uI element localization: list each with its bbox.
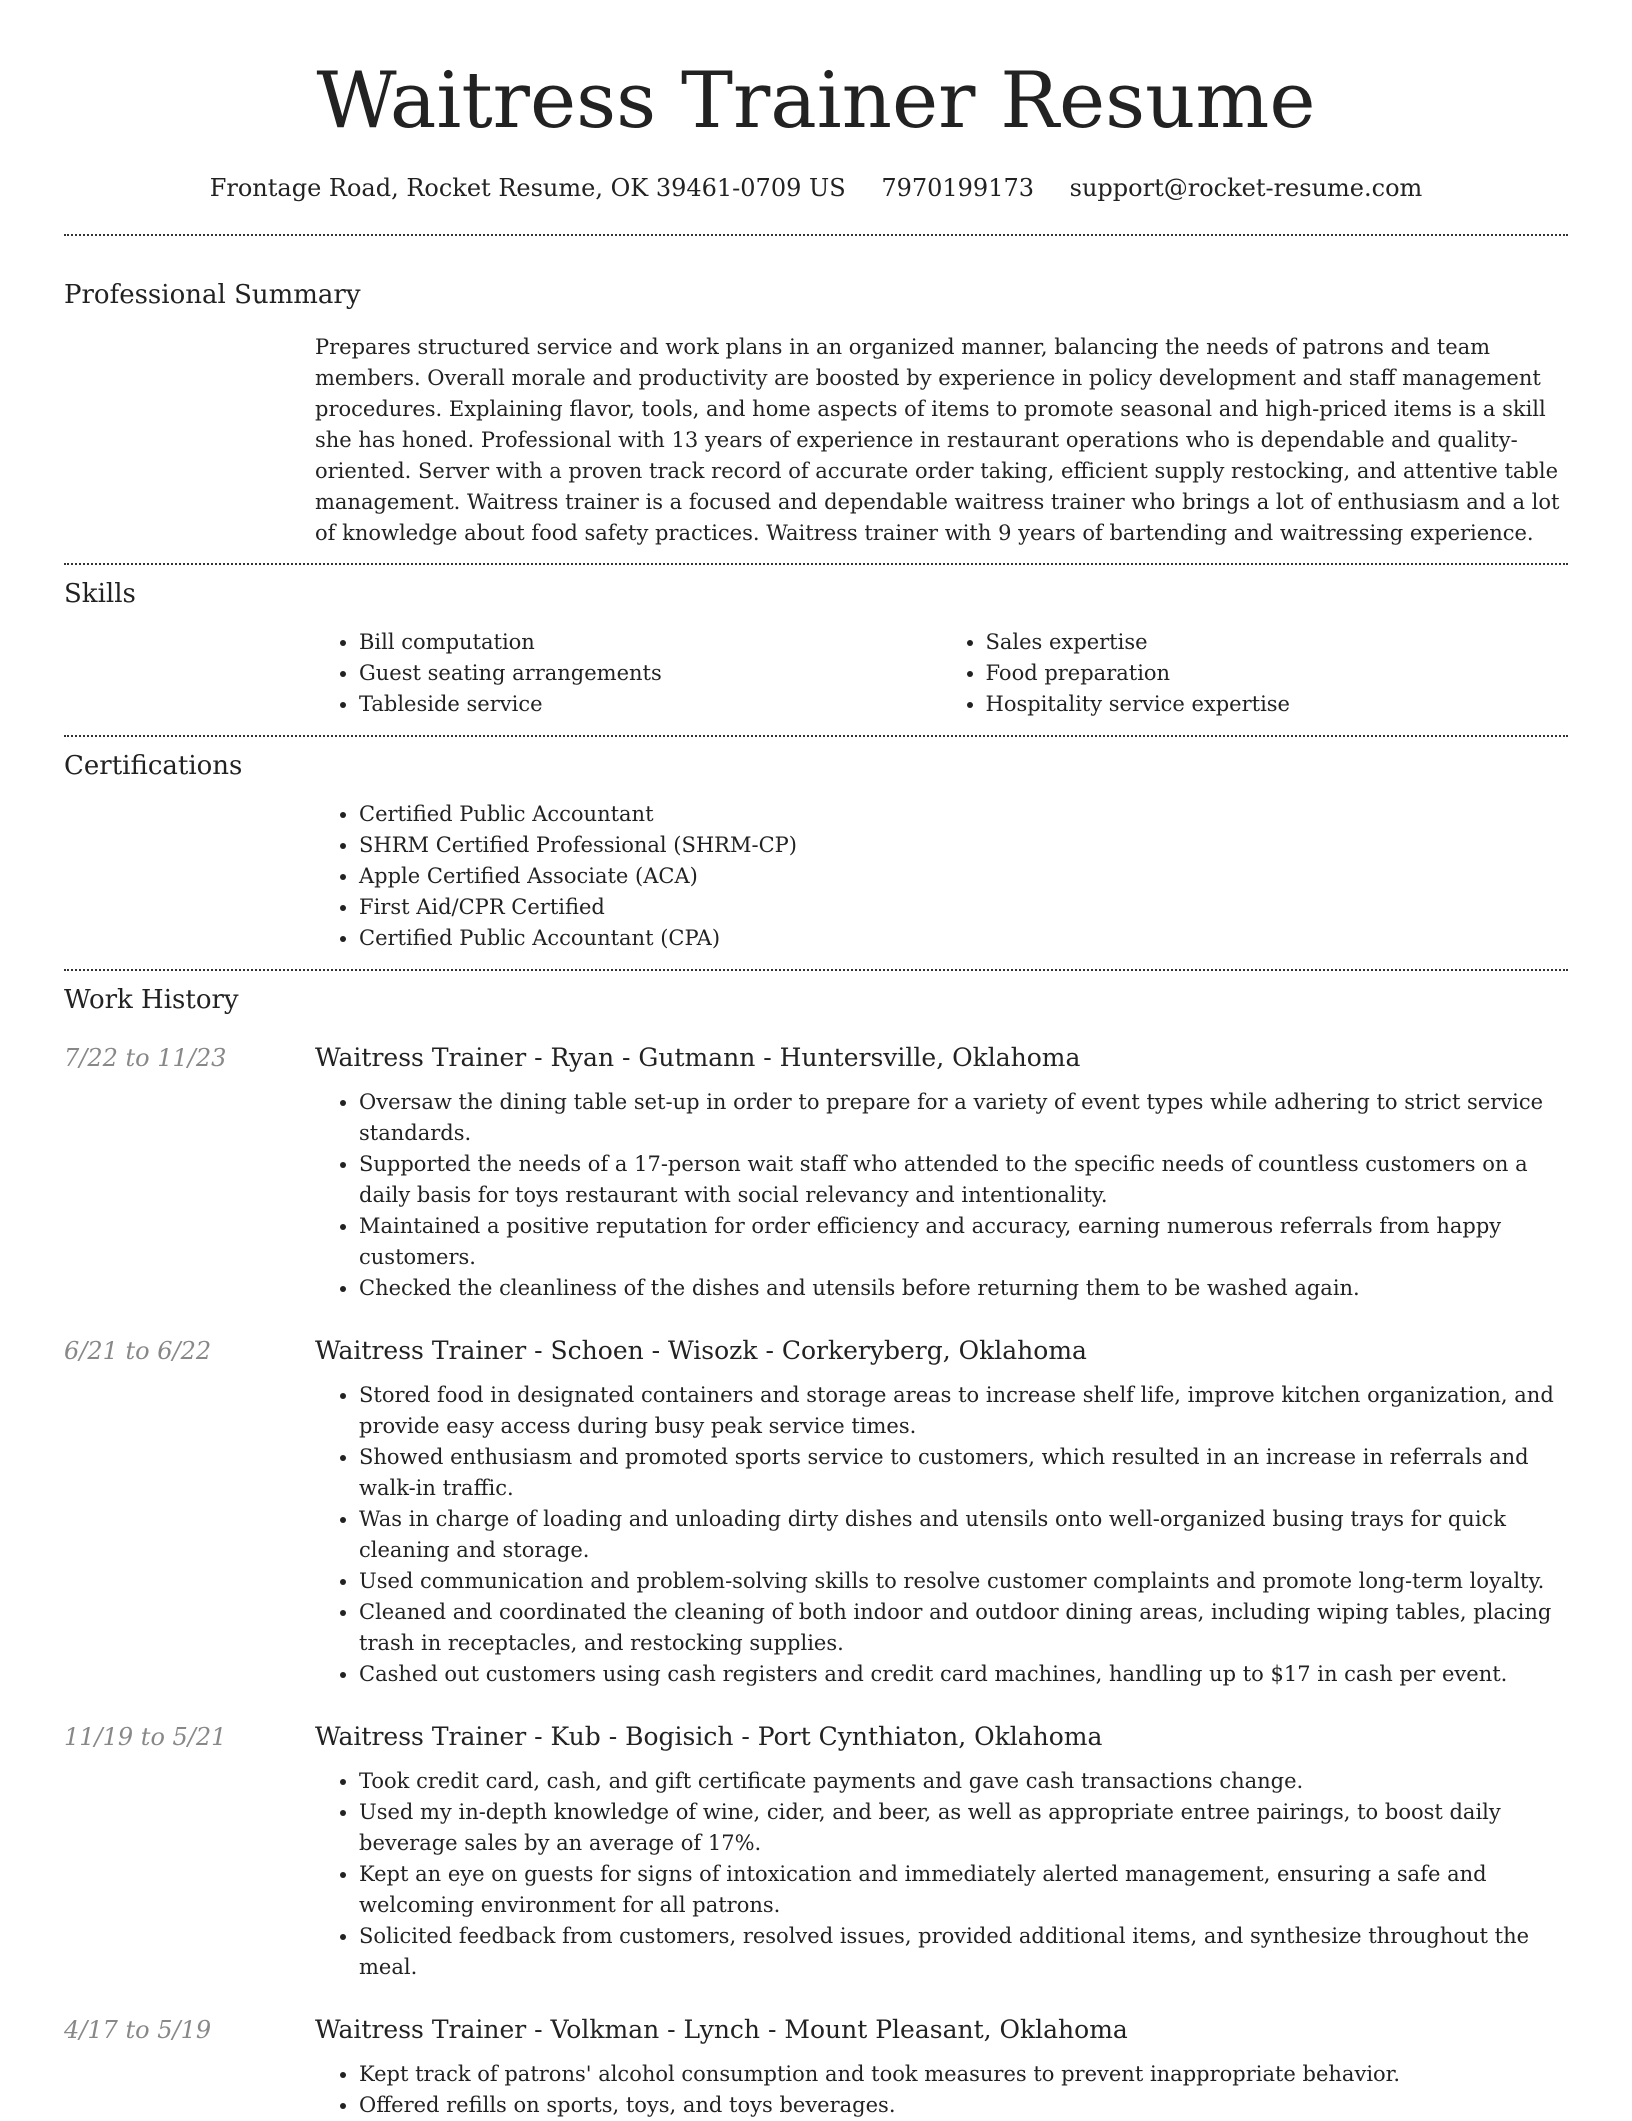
certification-item: • Certified Public Accountant (CPA) [359,923,1568,954]
job-bullets [315,1380,1568,1690]
job-bullet: • Supported the needs of a 17-person wait staff who attended to the specific needs of countless customers on a daily basis for toys restaurant with social relevancy and intentionality. [359,1149,1568,1211]
job-bullet: • Kept an eye on guests for signs of intoxication and immediately alerted management, ensuring a safe and welcoming environment for all patrons. [359,1859,1568,1921]
section-divider [64,563,1568,565]
job-bullet: • Took credit card, cash, and gift certificate payments and gave cash transactions change. [359,1766,1568,1797]
skill-item: • Food preparation [986,658,1569,689]
certification-item: • Apple Certified Associate (ACA) [359,861,1568,892]
certification-item: • SHRM Certified Professional (SHRM-CP) [359,830,1568,861]
job-title: Waitress Trainer - Kub - Bogisich - Port Cynthiaton, Oklahoma [315,1722,1103,1751]
resume-page [64,0,1568,2121]
skill-item: • Bill computation [359,627,942,658]
job-bullet: • Cashed out customers using cash registers and credit card machines, handling up to $17 in cash per event. [359,1659,1568,1690]
certifications-list [315,799,1568,954]
skill-item: • Hospitality service expertise [986,689,1569,720]
job-bullets [315,1087,1568,1304]
job-title: Waitress Trainer - Ryan - Gutmann - Huntersville, Oklahoma [315,1043,1081,1072]
skills-column-right [942,627,1569,720]
job-dates: 11/19 to 5/21 [64,1723,227,1751]
contact-line [64,172,1568,204]
section-divider [64,735,1568,737]
job-dates: 6/21 to 6/22 [64,1337,212,1365]
contact-email: support@rocket-resume.com [1069,174,1423,202]
summary-text: Prepares structured service and work plans in an organized manner, balancing the needs of patrons and team members. Overall morale and productivity are boosted by experience in policy development and staff management procedures. Explaining flavor, tools, and home aspects of items to promote seasonal and high-priced items is a skill she has honed. Professional with 13 years of experience in restaurant operations who is dependable and quality-oriented. Server with a proven track record of accurate order taking, efficient supply restocking, and attentive table management. Waitress trainer is a focused and dependable waitress trainer who brings a lot of enthusiasm and a lot of knowledge about food safety practices. Waitress trainer with 9 years of bartending and waitressing experience. [315,335,1560,545]
job-bullets [315,1766,1568,1983]
job-bullet: • Used communication and problem-solving skills to resolve customer complaints and promote long-term loyalty. [359,1566,1568,1597]
job-entry [64,1041,1568,1304]
certification-item: • First Aid/CPR Certified [359,892,1568,923]
contact-address: Frontage Road, Rocket Resume, OK 39461-0709 US [209,174,846,202]
work-history-heading: Work History [64,985,239,1015]
job-bullet: • Solicited feedback from customers, resolved issues, provided additional items, and synthesize throughout the meal. [359,1921,1568,1983]
job-entry [64,2013,1568,2121]
section-divider [64,969,1568,971]
contact-phone: 7970199173 [881,174,1035,202]
job-bullet: • Stored food in designated containers and storage areas to increase shelf life, improve kitchen organization, and provide easy access during busy peak service times. [359,1380,1568,1442]
job-bullet: • Kept track of patrons' alcohol consumption and took measures to prevent inappropriate behavior. [359,2059,1568,2090]
job-entry [64,1720,1568,1983]
certifications-heading: Certifications [64,751,243,781]
skill-item: • Tableside service [359,689,942,720]
job-bullet: • Cleaned and coordinated the cleaning of both indoor and outdoor dining areas, including wiping tables, placing trash in receptacles, and restocking supplies. [359,1597,1568,1659]
job-bullet: • Maintained a positive reputation for order efficiency and accuracy, earning numerous referrals from happy customers. [359,1211,1568,1273]
summary-heading: Professional Summary [64,280,361,310]
skill-item: • Sales expertise [986,627,1569,658]
job-dates: 4/17 to 5/19 [64,2016,212,2044]
skills-column-left [315,627,942,720]
job-bullet: • Checked the cleanliness of the dishes and utensils before returning them to be washed again. [359,1273,1568,1304]
skill-item: • Guest seating arrangements [359,658,942,689]
job-dates: 7/22 to 11/23 [64,1044,227,1072]
job-bullet: • Oversaw the dining table set-up in order to prepare for a variety of event types while adhering to strict service standards. [359,1087,1568,1149]
job-title: Waitress Trainer - Volkman - Lynch - Mount Pleasant, Oklahoma [315,2015,1128,2044]
job-bullet: • Used my in-depth knowledge of wine, cider, and beer, as well as appropriate entree pairings, to boost daily beverage sales by an average of 17%. [359,1797,1568,1859]
skills-list [315,627,1568,720]
certification-item: • Certified Public Accountant [359,799,1568,830]
skills-heading: Skills [64,579,136,609]
job-entry [64,1334,1568,1690]
resume-title: Waitress Trainer Resume [316,56,1316,146]
section-divider [64,234,1568,236]
job-bullet: • Was in charge of loading and unloading dirty dishes and utensils onto well-organized busing trays for quick cleaning and storage. [359,1504,1568,1566]
job-title: Waitress Trainer - Schoen - Wisozk - Corkeryberg, Oklahoma [315,1336,1087,1365]
job-bullet: • Offered refills on sports, toys, and toys beverages. [359,2090,1568,2121]
job-bullet: • Showed enthusiasm and promoted sports service to customers, which resulted in an increase in referrals and walk-in traffic. [359,1442,1568,1504]
